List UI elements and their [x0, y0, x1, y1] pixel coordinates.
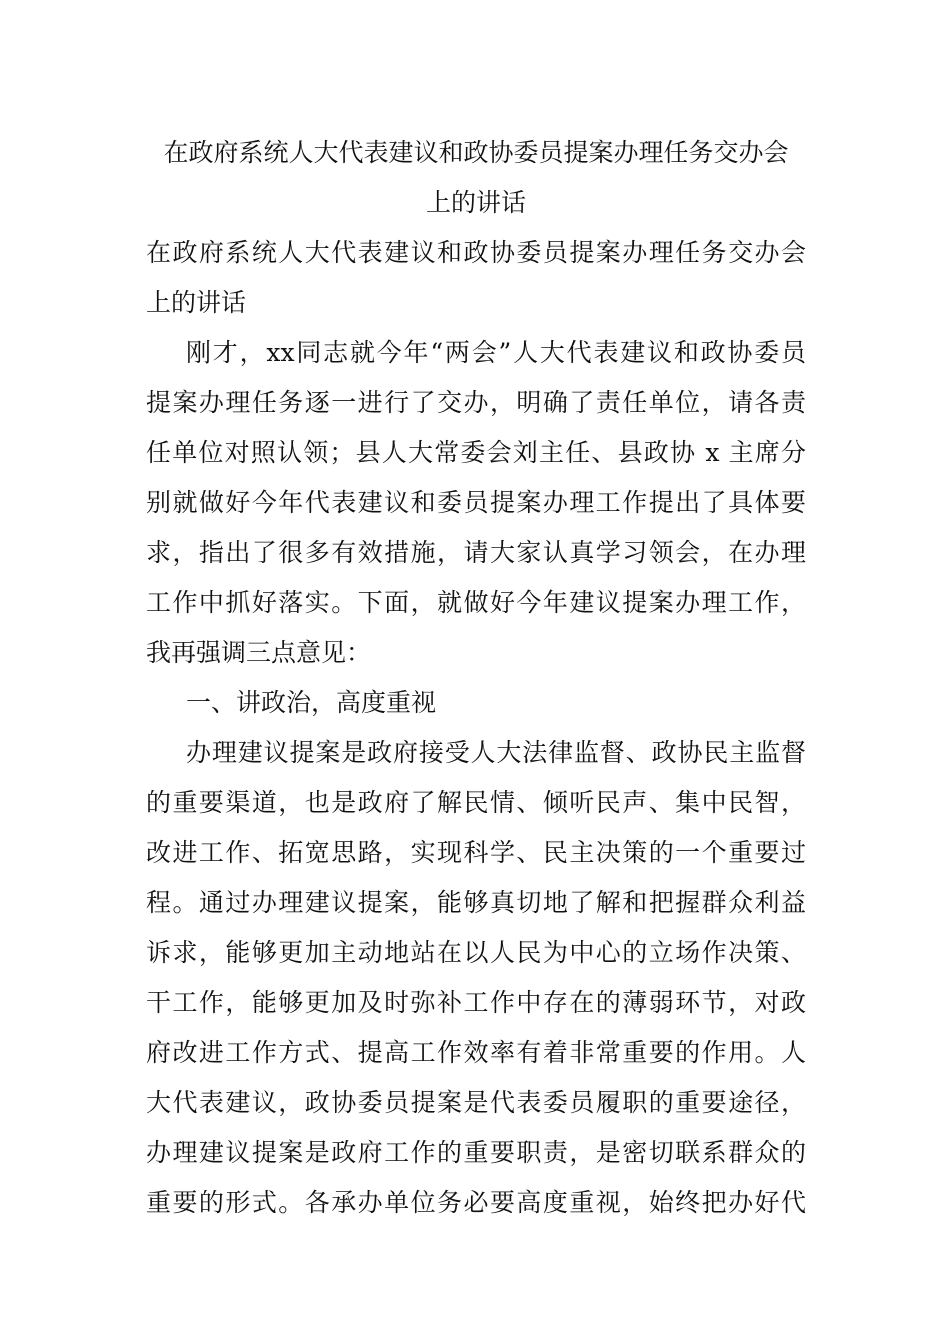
section-heading: 一、讲政治，高度重视 — [186, 688, 437, 717]
body-line: 在政府系统人大代表建议和政协委员提案办理任务交办会 — [146, 238, 806, 267]
body-line: 刚才，xx同志就今年“两会”人大代表建议和政协委员 — [186, 338, 806, 367]
body-line: 我再强调三点意见： — [146, 638, 372, 667]
body-line: 办理建议提案是政府接受人大法律监督、政协民主监督 — [186, 738, 806, 767]
body-line: 提案办理任务逐一进行了交办，明确了责任单位，请各责 — [146, 388, 806, 417]
body-line: 工作中抓好落实。下面，就做好今年建议提案办理工作， — [146, 588, 806, 617]
body-line: 府改进工作方式、提高工作效率有着非常重要的作用。人 — [146, 1038, 806, 1067]
body-line: 干工作，能够更加及时弥补工作中存在的薄弱环节，对政 — [146, 988, 806, 1017]
body-line: 改进工作、拓宽思路，实现科学、民主决策的一个重要过 — [146, 838, 806, 867]
body-line: 大代表建议，政协委员提案是代表委员履职的重要途径， — [146, 1088, 806, 1117]
body-line: 的重要渠道，也是政府了解民情、倾听民声、集中民智， — [146, 788, 806, 817]
document-title-line-2: 上的讲话 — [425, 188, 526, 217]
body-line: 上的讲话 — [146, 288, 247, 317]
body-line: 办理建议提案是政府工作的重要职责，是密切联系群众的 — [146, 1138, 806, 1167]
body-line: 程。通过办理建议提案，能够真切地了解和把握群众利益 — [146, 888, 806, 917]
body-line: 别就做好今年代表建议和委员提案办理工作提出了具体要 — [146, 488, 806, 517]
body-line: 任单位对照认领；县人大常委会刘主任、县政协 x 主席分 — [146, 438, 806, 467]
document-title-line-1: 在政府系统人大代表建议和政协委员提案办理任务交办会 — [163, 138, 789, 167]
body-line: 诉求，能够更加主动地站在以人民为中心的立场作决策、 — [146, 938, 806, 967]
body-line: 求，指出了很多有效措施，请大家认真学习领会，在办理 — [146, 538, 806, 567]
body-line: 重要的形式。各承办单位务必要高度重视，始终把办好代 — [146, 1188, 806, 1217]
